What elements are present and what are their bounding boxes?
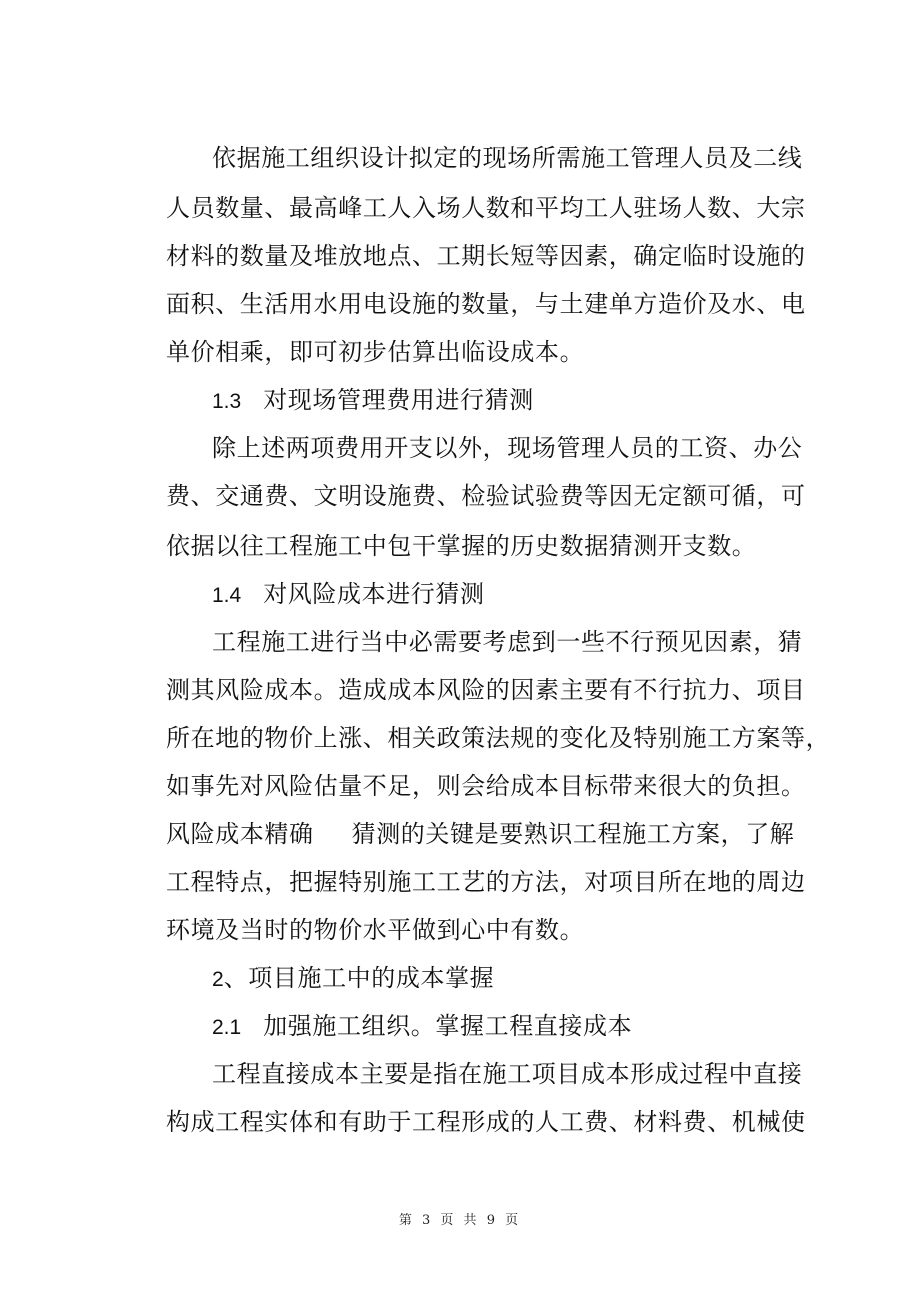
paragraph-3-split-right: 猜测的关键是要熟识工程施工方案，了解 — [351, 820, 795, 848]
paragraph-4-line-1: 工程直接成本主要是指在施工项目成本形成过程中直接 — [212, 1060, 803, 1088]
paragraph-1-line-1: 依据施工组织设计拟定的现场所需施工管理人员及二线 — [212, 144, 803, 172]
section-2-heading — [212, 962, 832, 996]
section-2-title: 、项目施工中的成本掌握 — [223, 964, 495, 992]
paragraph-4-line-2: 构成工程实体和有助于工程形成的人工费、材料费、机械使 — [166, 1108, 806, 1136]
paragraph-3-split-left: 风险成本精确 — [166, 820, 314, 848]
section-1-3-number: 1.3 — [212, 390, 242, 413]
paragraph-3-line-2: 测其风险成本。造成成本风险的因素主要有不行抗力、项目 — [166, 676, 806, 704]
paragraph-1-line-5: 单价相乘，即可初步估算出临设成本。 — [166, 338, 585, 366]
section-2-1-title: 加强施工组织。掌握工程直接成本 — [263, 1012, 633, 1040]
section-2-number: 2 — [212, 968, 224, 991]
section-1-4-title: 对风险成本进行猜测 — [263, 580, 485, 608]
section-1-3-heading — [212, 384, 832, 418]
paragraph-3-split-line — [166, 818, 795, 850]
section-1-3-title: 对现场管理费用进行猜测 — [263, 386, 534, 414]
section-1-4-number: 1.4 — [212, 584, 242, 607]
paragraph-2-line-1: 除上述两项费用开支以外，现场管理人员的工资、办公 — [212, 434, 803, 462]
paragraph-1-line-2: 人员数量、最高峰工人入场人数和平均工人驻场人数、大宗 — [166, 194, 806, 222]
paragraph-3-line-7: 环境及当时的物价水平做到心中有数。 — [166, 916, 585, 944]
paragraph-1-line-3: 材料的数量及堆放地点、工期长短等因素，确定临时设施的 — [166, 242, 806, 270]
paragraph-1-line-4: 面积、生活用水用电设施的数量，与土建单方造价及水、电 — [166, 290, 806, 318]
page-number-footer: 第 3 页 共 9 页 — [398, 1213, 522, 1228]
paragraph-3-line-6: 工程特点，把握特别施工工艺的方法，对项目所在地的周边 — [166, 868, 806, 896]
paragraph-3-line-3: 所在地的物价上涨、相关政策法规的变化及特别施工方案等， — [166, 724, 831, 752]
section-1-4-heading — [212, 578, 832, 612]
paragraph-2-line-2: 费、交通费、文明设施费、检验试验费等因无定额可循，可 — [166, 482, 806, 510]
section-2-1-number: 2.1 — [212, 1016, 242, 1039]
paragraph-3-line-4: 如事先对风险估量不足，则会给成本目标带来很大的负担。 — [166, 772, 806, 800]
paragraph-3-line-1: 工程施工进行当中必需要考虑到一些不行预见因素，猜 — [212, 628, 803, 656]
section-2-1-heading — [212, 1010, 832, 1044]
paragraph-2-line-3: 依据以往工程施工中包干掌握的历史数据猜测开支数。 — [166, 532, 757, 560]
